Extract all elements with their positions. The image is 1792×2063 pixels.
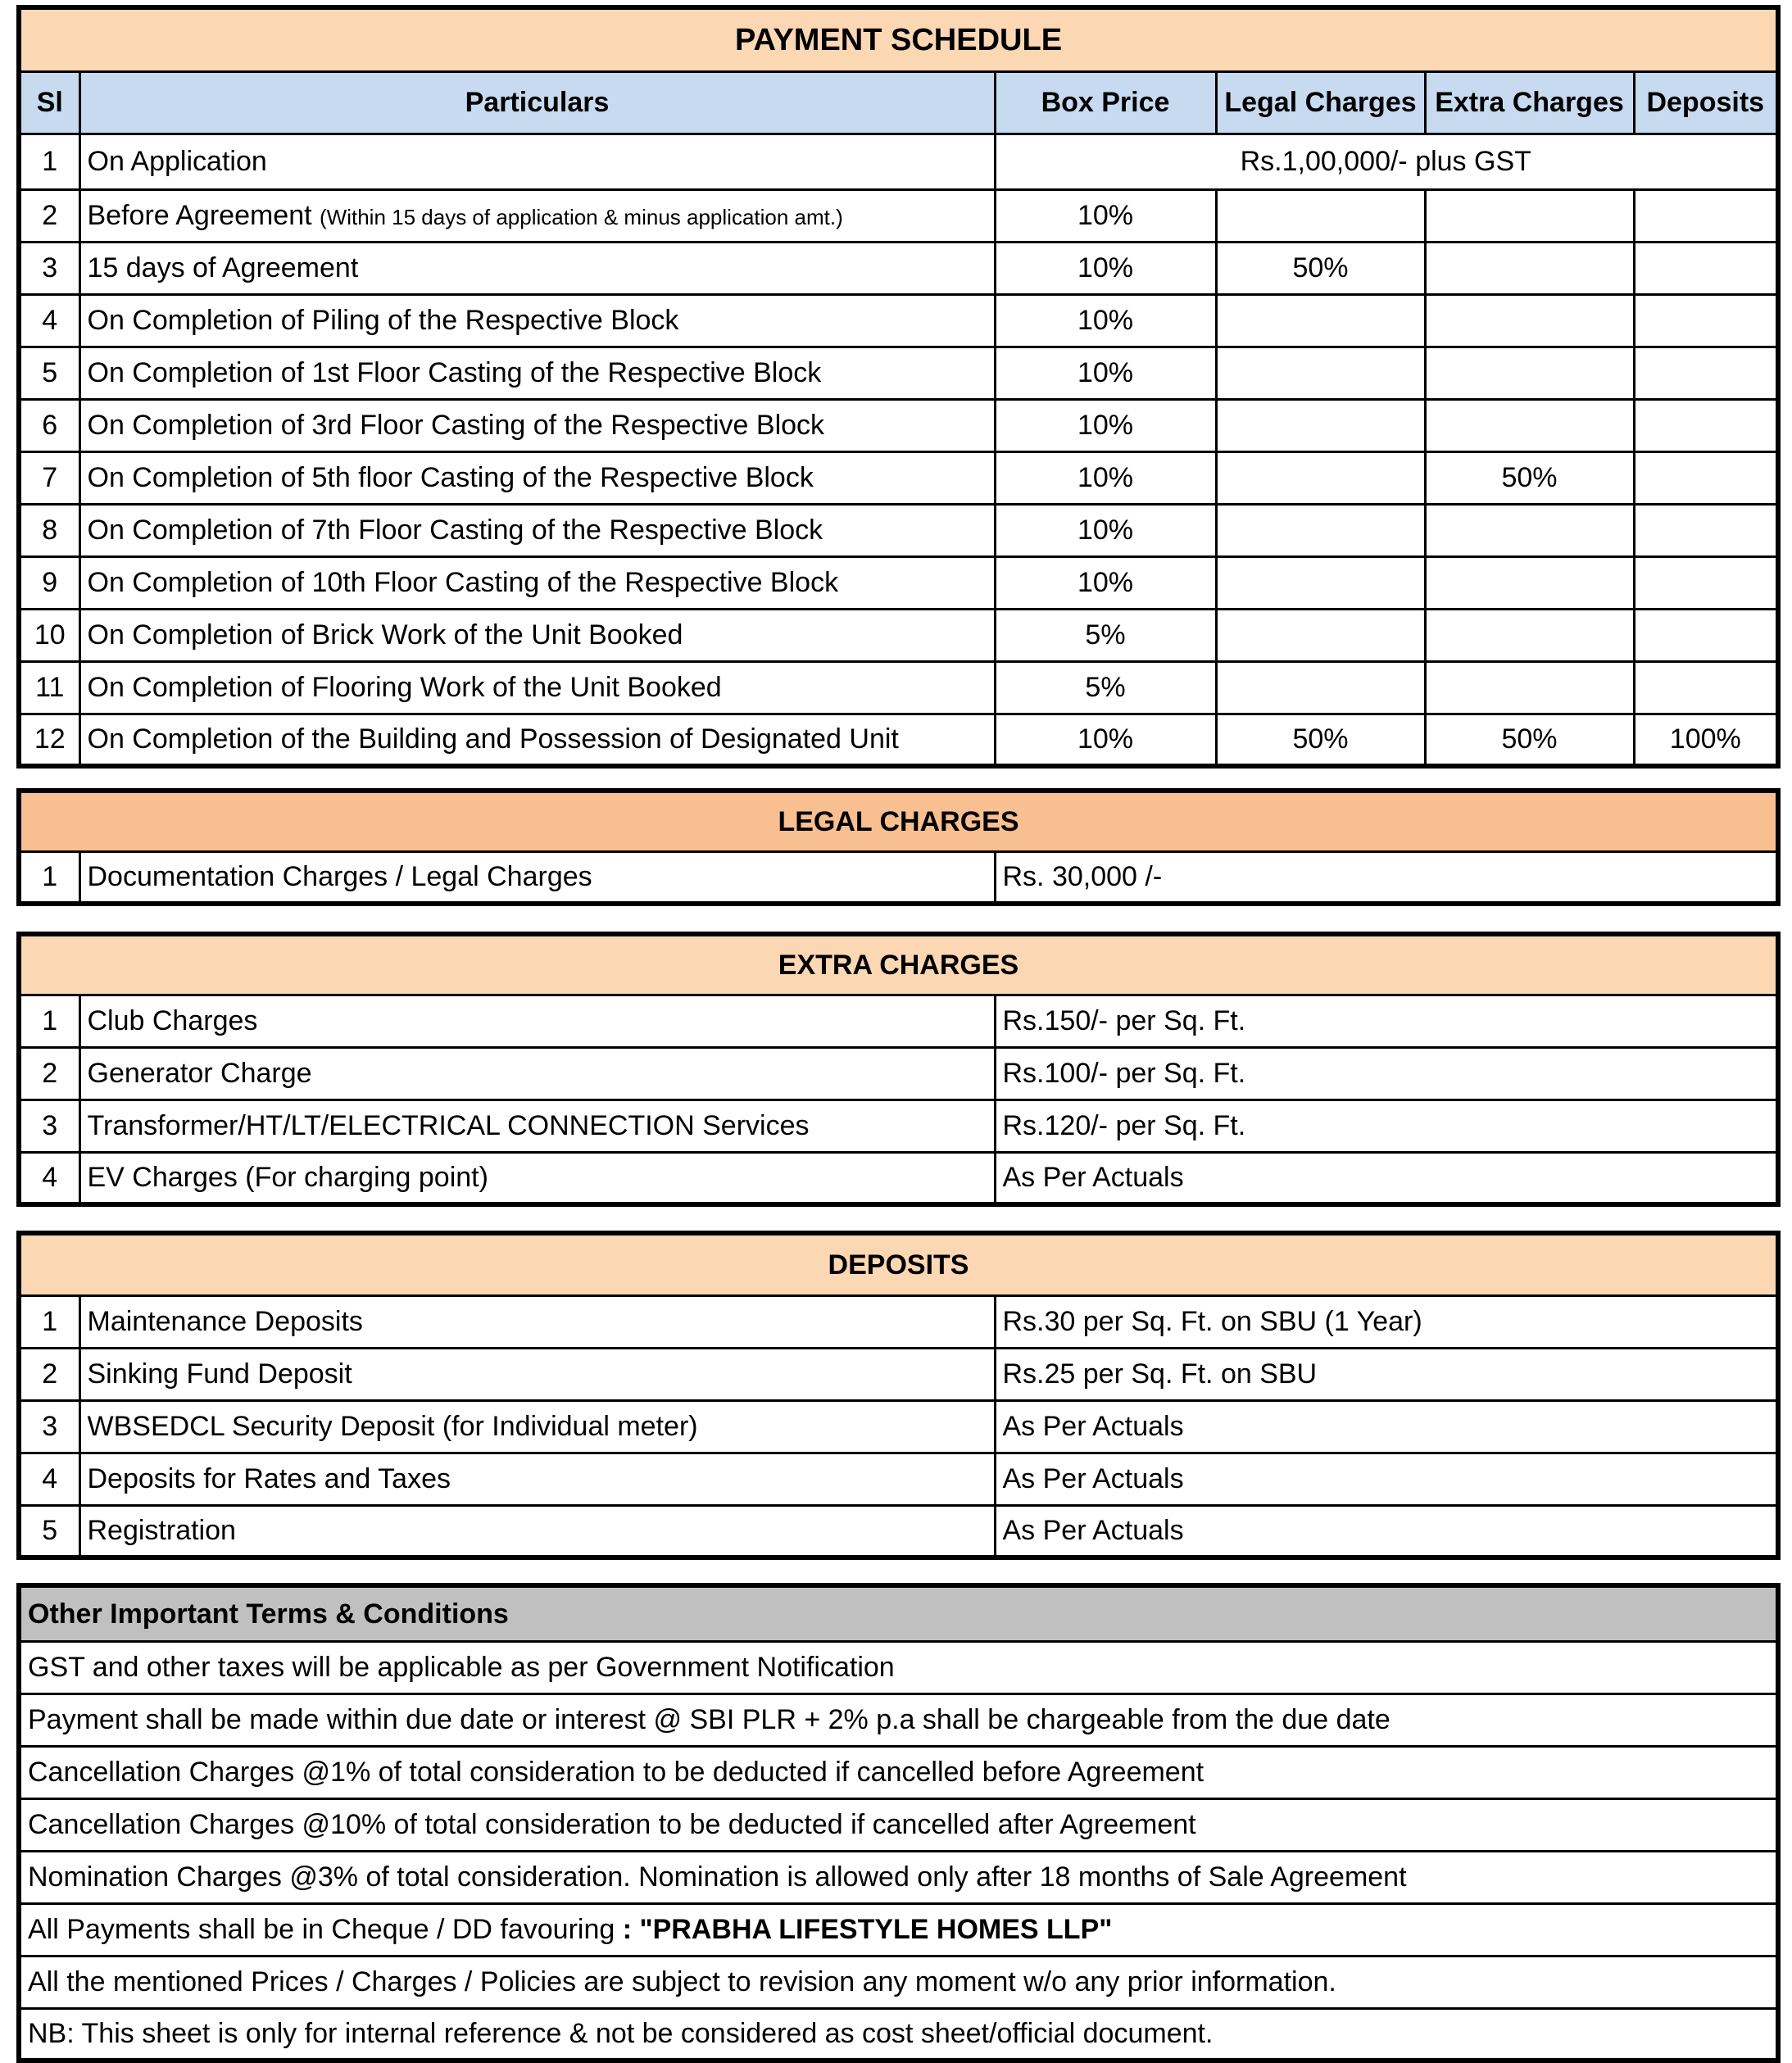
row-sl: 4 [19, 1453, 79, 1505]
header-legal-charges: Legal Charges [1216, 71, 1425, 134]
row-item: Documentation Charges / Legal Charges [79, 851, 995, 904]
terms-row [19, 1851, 1778, 1903]
row-deposits [1634, 609, 1778, 661]
row-particular [79, 504, 995, 556]
table-row [19, 1505, 1778, 1557]
row-box-price: 10% [995, 189, 1216, 242]
row-sl: 1 [19, 134, 79, 189]
row-particular-text: On Completion of 3rd Floor Casting of the Respective Block [87, 410, 825, 441]
row-legal-charges: 50% [1216, 242, 1425, 294]
table-row [19, 1400, 1778, 1453]
row-box-price: 10% [995, 347, 1216, 399]
terms-row [19, 2008, 1778, 2061]
terms-title: Other Important Terms & Conditions [19, 1585, 1778, 1641]
row-extra-charges [1425, 609, 1634, 661]
row-particular [79, 609, 995, 661]
favouring-prefix: All Payments shall be in Cheque / DD favouring [28, 1914, 623, 1945]
row-legal-charges [1216, 609, 1425, 661]
terms-line: Nomination Charges @3% of total consideration. Nomination is allowed only after 18 months of Sale Agreement [19, 1851, 1778, 1903]
row-sl: 5 [19, 347, 79, 399]
row-sl: 9 [19, 556, 79, 609]
application-amount: Rs.1,00,000/- plus GST [995, 134, 1778, 189]
row-particular-text: On Completion of 10th Floor Casting of the Respective Block [87, 567, 839, 598]
row-particular-text: Before Agreement [87, 200, 312, 231]
row-sl: 7 [19, 451, 79, 504]
table-row [19, 134, 1778, 189]
row-extra-charges [1425, 661, 1634, 714]
row-sl: 2 [19, 1348, 79, 1400]
table-row [19, 189, 1778, 242]
row-box-price: 10% [995, 399, 1216, 451]
row-value: Rs.100/- per Sq. Ft. [995, 1047, 1778, 1100]
row-sl: 4 [19, 294, 79, 347]
row-sl: 8 [19, 504, 79, 556]
row-deposits [1634, 189, 1778, 242]
row-extra-charges: 50% [1425, 714, 1634, 766]
terms-row [19, 1798, 1778, 1851]
row-box-price: 5% [995, 661, 1216, 714]
row-legal-charges [1216, 504, 1425, 556]
row-sl: 1 [19, 995, 79, 1047]
row-legal-charges: 50% [1216, 714, 1425, 766]
row-extra-charges [1425, 294, 1634, 347]
terms-row [19, 1956, 1778, 2008]
row-item: Club Charges [79, 995, 995, 1047]
table-row [19, 851, 1778, 904]
row-value: Rs. 30,000 /- [995, 851, 1778, 904]
terms-row [19, 1641, 1778, 1693]
row-item: Maintenance Deposits [79, 1295, 995, 1348]
table-row [19, 995, 1778, 1047]
row-value: As Per Actuals [995, 1453, 1778, 1505]
payment-schedule-table [16, 5, 1781, 769]
row-legal-charges [1216, 294, 1425, 347]
table-row [19, 661, 1778, 714]
row-sl: 1 [19, 851, 79, 904]
table-row [19, 504, 1778, 556]
table-row [19, 609, 1778, 661]
row-particular-text: On Completion of 5th floor Casting of the Respective Block [87, 462, 814, 493]
row-sl: 3 [19, 242, 79, 294]
legal-charges-title: LEGAL CHARGES [19, 791, 1778, 851]
row-deposits [1634, 242, 1778, 294]
row-sl: 2 [19, 189, 79, 242]
row-item: WBSEDCL Security Deposit (for Individual meter) [79, 1400, 995, 1453]
row-legal-charges [1216, 189, 1425, 242]
row-deposits [1634, 661, 1778, 714]
row-value: As Per Actuals [995, 1400, 1778, 1453]
table-row [19, 294, 1778, 347]
row-legal-charges [1216, 451, 1425, 504]
row-sl: 4 [19, 1152, 79, 1204]
row-item: Generator Charge [79, 1047, 995, 1100]
row-deposits [1634, 294, 1778, 347]
row-deposits [1634, 399, 1778, 451]
row-legal-charges [1216, 399, 1425, 451]
table-row [19, 556, 1778, 609]
row-value: Rs.25 per Sq. Ft. on SBU [995, 1348, 1778, 1400]
table-row [19, 451, 1778, 504]
row-sl: 1 [19, 1295, 79, 1348]
row-particular [79, 189, 995, 242]
row-deposits [1634, 347, 1778, 399]
row-particular-text: On Completion of Flooring Work of the Unit Booked [87, 672, 722, 703]
row-sl: 12 [19, 714, 79, 766]
row-value: Rs.120/- per Sq. Ft. [995, 1100, 1778, 1152]
table-row [19, 242, 1778, 294]
terms-line: Cancellation Charges @10% of total consideration to be deducted if cancelled after Agreement [19, 1798, 1778, 1851]
payment-schedule-title: PAYMENT SCHEDULE [19, 7, 1778, 71]
row-deposits [1634, 556, 1778, 609]
row-particular: On Application [79, 134, 995, 189]
header-particulars: Particulars [79, 71, 995, 134]
terms-row [19, 1903, 1778, 1956]
row-box-price: 10% [995, 294, 1216, 347]
row-sl: 3 [19, 1100, 79, 1152]
row-particular [79, 556, 995, 609]
row-extra-charges [1425, 189, 1634, 242]
row-deposits [1634, 451, 1778, 504]
row-item: Sinking Fund Deposit [79, 1348, 995, 1400]
row-item: EV Charges (For charging point) [79, 1152, 995, 1204]
terms-line: Cancellation Charges @1% of total consideration to be deducted if cancelled before Agreement [19, 1746, 1778, 1798]
table-row [19, 1100, 1778, 1152]
row-particular-text: On Completion of 1st Floor Casting of the Respective Block [87, 357, 822, 388]
row-sl: 11 [19, 661, 79, 714]
row-box-price: 5% [995, 609, 1216, 661]
legal-charges-table [16, 788, 1781, 906]
row-particular [79, 661, 995, 714]
row-item: Transformer/HT/LT/ELECTRICAL CONNECTION Services [79, 1100, 995, 1152]
terms-line: NB: This sheet is only for internal reference & not be considered as cost sheet/official document. [19, 2008, 1778, 2061]
favouring-payee: : "PRABHA LIFESTYLE HOMES LLP" [622, 1914, 1113, 1945]
row-box-price: 10% [995, 242, 1216, 294]
header-deposits: Deposits [1634, 71, 1778, 134]
table-row [19, 1348, 1778, 1400]
row-particular-text: 15 days of Agreement [87, 252, 359, 283]
row-particular-text: On Completion of Piling of the Respective Block [87, 305, 679, 336]
row-particular [79, 242, 995, 294]
row-value: As Per Actuals [995, 1152, 1778, 1204]
table-row [19, 1295, 1778, 1348]
table-row [19, 1453, 1778, 1505]
row-sl: 3 [19, 1400, 79, 1453]
terms-line: Payment shall be made within due date or interest @ SBI PLR + 2% p.a shall be chargeable from the due date [19, 1693, 1778, 1746]
row-box-price: 10% [995, 451, 1216, 504]
row-particular-text: On Completion of Brick Work of the Unit Booked [87, 619, 683, 651]
terms-row [19, 1693, 1778, 1746]
row-sl: 6 [19, 399, 79, 451]
header-sl: Sl [19, 71, 79, 134]
row-particular [79, 714, 995, 766]
header-extra-charges: Extra Charges [1425, 71, 1634, 134]
deposits-table [16, 1231, 1781, 1560]
row-value: As Per Actuals [995, 1505, 1778, 1557]
deposits-title: DEPOSITS [19, 1233, 1778, 1295]
terms-favouring [19, 1903, 1778, 1956]
row-legal-charges [1216, 556, 1425, 609]
table-row [19, 1047, 1778, 1100]
row-sl: 2 [19, 1047, 79, 1100]
row-extra-charges [1425, 347, 1634, 399]
row-extra-charges [1425, 556, 1634, 609]
row-particular-note: (Within 15 days of application & minus application amt.) [320, 205, 843, 229]
terms-table [16, 1583, 1781, 2063]
row-value: Rs.30 per Sq. Ft. on SBU (1 Year) [995, 1295, 1778, 1348]
row-extra-charges: 50% [1425, 451, 1634, 504]
row-extra-charges [1425, 399, 1634, 451]
row-legal-charges [1216, 347, 1425, 399]
row-sl: 5 [19, 1505, 79, 1557]
terms-row [19, 1746, 1778, 1798]
row-deposits: 100% [1634, 714, 1778, 766]
row-item: Deposits for Rates and Taxes [79, 1453, 995, 1505]
extra-charges-table [16, 932, 1781, 1207]
row-particular [79, 347, 995, 399]
row-extra-charges [1425, 242, 1634, 294]
row-deposits [1634, 504, 1778, 556]
table-row [19, 399, 1778, 451]
row-box-price: 10% [995, 556, 1216, 609]
header-box-price: Box Price [995, 71, 1216, 134]
row-particular-text: On Completion of 7th Floor Casting of the Respective Block [87, 515, 823, 546]
row-particular [79, 451, 995, 504]
extra-charges-title: EXTRA CHARGES [19, 934, 1778, 995]
row-box-price: 10% [995, 714, 1216, 766]
table-row [19, 1152, 1778, 1204]
row-value: Rs.150/- per Sq. Ft. [995, 995, 1778, 1047]
row-box-price: 10% [995, 504, 1216, 556]
row-particular [79, 399, 995, 451]
row-extra-charges [1425, 504, 1634, 556]
row-item: Registration [79, 1505, 995, 1557]
terms-line: GST and other taxes will be applicable as per Government Notification [19, 1641, 1778, 1693]
table-row [19, 714, 1778, 766]
row-particular [79, 294, 995, 347]
row-sl: 10 [19, 609, 79, 661]
row-legal-charges [1216, 661, 1425, 714]
terms-line: All the mentioned Prices / Charges / Policies are subject to revision any moment w/o any prior information. [19, 1956, 1778, 2008]
row-particular-text: On Completion of the Building and Possession of Designated Unit [87, 723, 899, 755]
table-row [19, 347, 1778, 399]
